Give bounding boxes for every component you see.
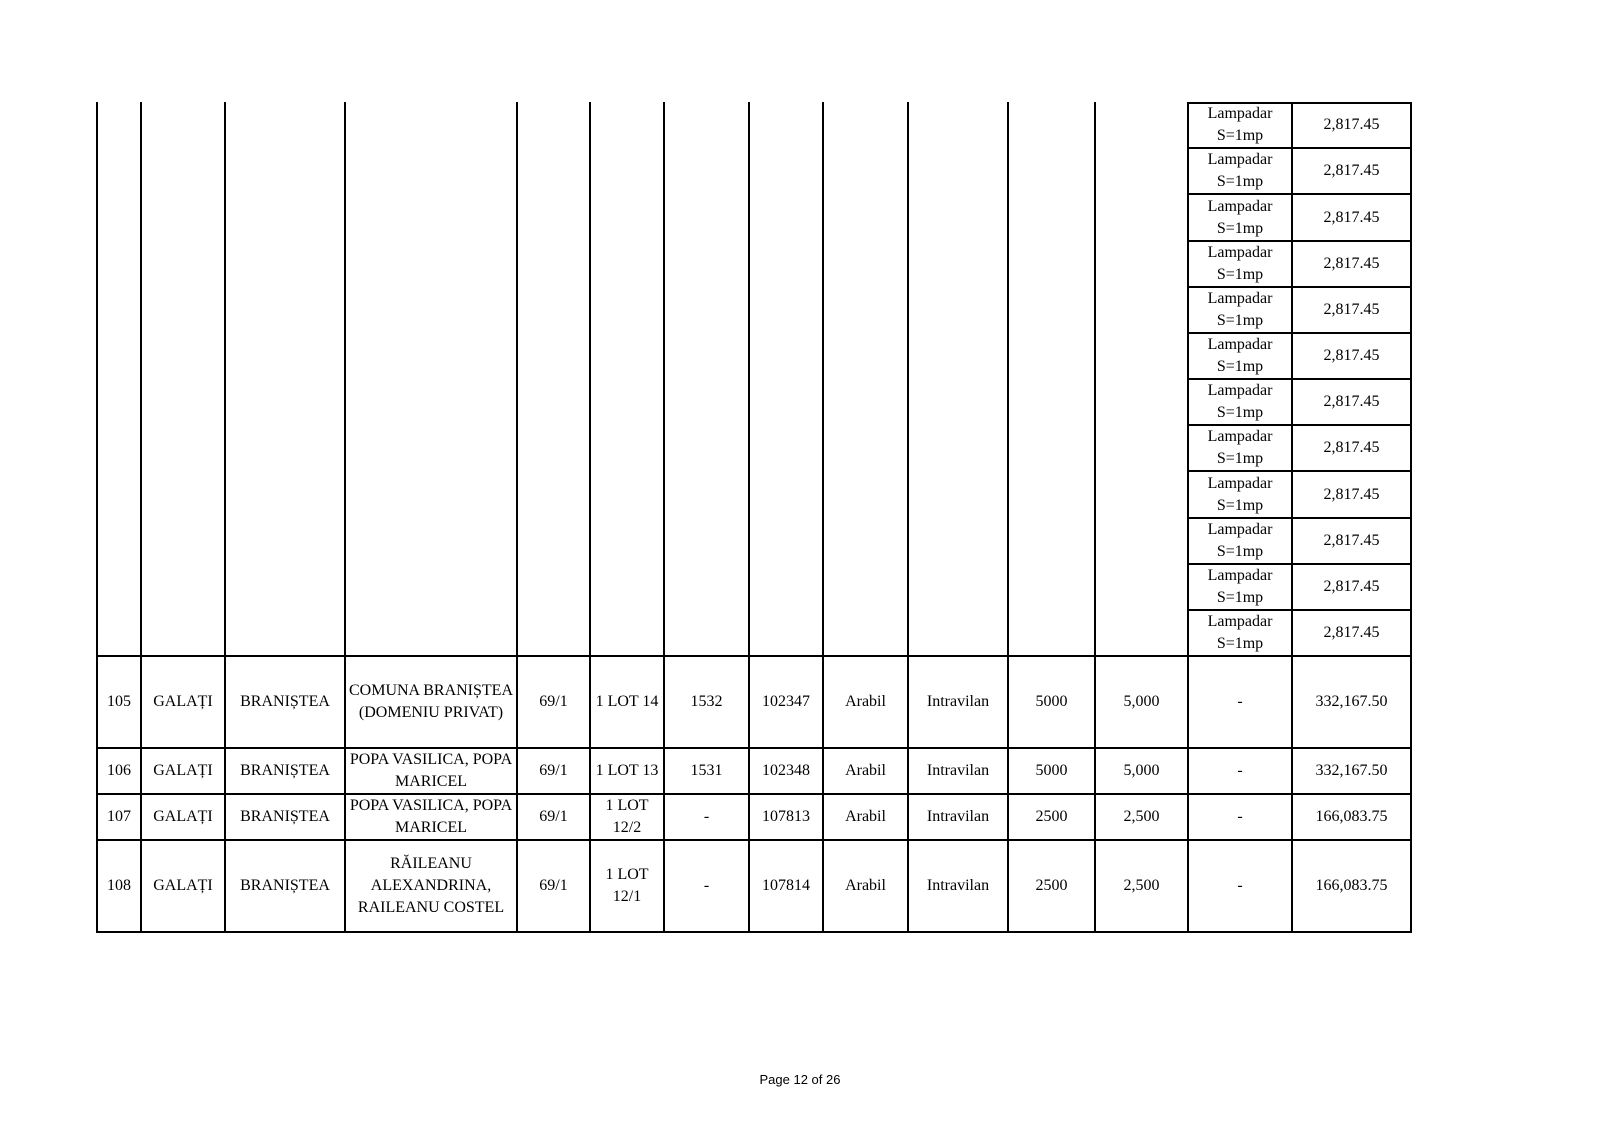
- lampadar-value: 2,817.45: [1323, 208, 1380, 226]
- owner: COMUNA BRANIȘTEA (DOMENIU PRIVAT): [348, 682, 513, 721]
- constructions: -: [1237, 877, 1243, 894]
- tarla: 69/1: [539, 693, 568, 710]
- lampadar-description: Lampadar S=1mp: [1207, 105, 1273, 144]
- lampadar-description: Lampadar S=1mp: [1207, 197, 1273, 237]
- locality: BRANIȘTEA: [240, 877, 330, 894]
- row-number: 108: [107, 877, 131, 894]
- document-table: [97, 102, 1443, 955]
- lampadar-description: Lampadar S=1mp: [1207, 428, 1273, 467]
- value: 332,167.50: [1315, 693, 1388, 710]
- value: 332,167.50: [1315, 762, 1388, 779]
- lampadar-value: 2,817.45: [1323, 532, 1380, 549]
- county: GALAȚI: [153, 808, 213, 825]
- lampadar-description: Lampadar S=1mp: [1207, 613, 1273, 652]
- cadastral-number: -: [703, 808, 710, 825]
- lampadar-description: Lampadar S=1mp: [1207, 521, 1273, 560]
- lampadar-value: 2,817.45: [1323, 578, 1380, 595]
- tarla: 69/1: [539, 808, 568, 825]
- row-number: 106: [107, 762, 131, 779]
- lampadar-value: 2,817.45: [1323, 624, 1380, 641]
- land-book-number: 107814: [762, 877, 810, 894]
- area: 5000: [1035, 762, 1068, 779]
- land-book-number: 102347: [762, 693, 810, 710]
- owner: POPA VASILICA, POPA MARICEL: [349, 751, 513, 790]
- parcel: 1 LOT 12/2: [605, 797, 649, 836]
- locality: BRANIȘTEA: [240, 808, 330, 825]
- land-type: Intravilan: [926, 877, 990, 894]
- lampadar-value: 2,817.45: [1323, 485, 1380, 503]
- lampadar-description: Lampadar S=1mp: [1207, 382, 1273, 421]
- area: 2500: [1035, 808, 1068, 825]
- constructions: -: [1237, 762, 1243, 779]
- land-type: Intravilan: [926, 693, 990, 710]
- land-category: Arabil: [845, 762, 886, 779]
- area: 5000: [1035, 693, 1068, 710]
- affected-area: 2,500: [1123, 808, 1160, 825]
- value: 166,083.75: [1315, 877, 1388, 894]
- lampadar-value: 2,817.45: [1323, 439, 1380, 456]
- lampadar-description: Lampadar S=1mp: [1207, 474, 1273, 514]
- row-number: 107: [107, 808, 131, 825]
- lampadar-value: 2,817.45: [1323, 255, 1380, 272]
- land-type: Intravilan: [926, 808, 990, 825]
- affected-area: 5,000: [1123, 762, 1160, 779]
- lampadar-value: 2,817.45: [1323, 393, 1380, 410]
- lampadar-description: Lampadar S=1mp: [1207, 244, 1273, 283]
- land-type: Intravilan: [926, 762, 990, 779]
- affected-area: 5,000: [1123, 693, 1160, 710]
- constructions: -: [1237, 693, 1243, 710]
- land-category: Arabil: [845, 877, 886, 894]
- lampadar-description: Lampadar S=1mp: [1207, 151, 1273, 190]
- parcel: 1 LOT 13: [595, 762, 659, 779]
- constructions: -: [1237, 808, 1243, 825]
- county: GALAȚI: [153, 762, 213, 779]
- lampadar-value: 2,817.45: [1323, 116, 1380, 133]
- lampadar-value: 2,817.45: [1323, 347, 1380, 364]
- tarla: 69/1: [539, 762, 568, 779]
- cadastral-number: -: [703, 877, 710, 894]
- lampadar-value: 2,817.45: [1323, 301, 1380, 318]
- owner: POPA VASILICA, POPA MARICEL: [349, 797, 513, 836]
- locality: BRANIȘTEA: [240, 762, 330, 779]
- affected-area: 2,500: [1123, 877, 1160, 894]
- county: GALAȚI: [153, 693, 213, 710]
- lampadar-description: Lampadar S=1mp: [1207, 336, 1273, 375]
- land-book-number: 107813: [762, 808, 810, 825]
- land-category: Arabil: [845, 693, 886, 710]
- land-category: Arabil: [845, 808, 886, 825]
- cadastral-number: 1531: [690, 762, 723, 779]
- owner: RĂILEANU ALEXANDRINA, RAILEANU COSTEL: [357, 855, 505, 916]
- lampadar-description: Lampadar S=1mp: [1207, 567, 1273, 606]
- row-number: 105: [107, 693, 131, 710]
- lampadar-description: Lampadar S=1mp: [1207, 290, 1273, 329]
- page-footer: Page 12 of 26: [759, 1072, 841, 1087]
- county: GALAȚI: [153, 877, 213, 894]
- parcel: 1 LOT 12/1: [605, 866, 649, 905]
- value: 166,083.75: [1315, 808, 1388, 825]
- cadastral-number: 1532: [690, 693, 723, 710]
- area: 2500: [1035, 877, 1068, 894]
- tarla: 69/1: [539, 877, 568, 894]
- lampadar-value: 2,817.45: [1323, 162, 1380, 179]
- locality: BRANIȘTEA: [240, 693, 330, 710]
- parcel: 1 LOT 14: [595, 693, 659, 710]
- land-book-number: 102348: [762, 762, 810, 779]
